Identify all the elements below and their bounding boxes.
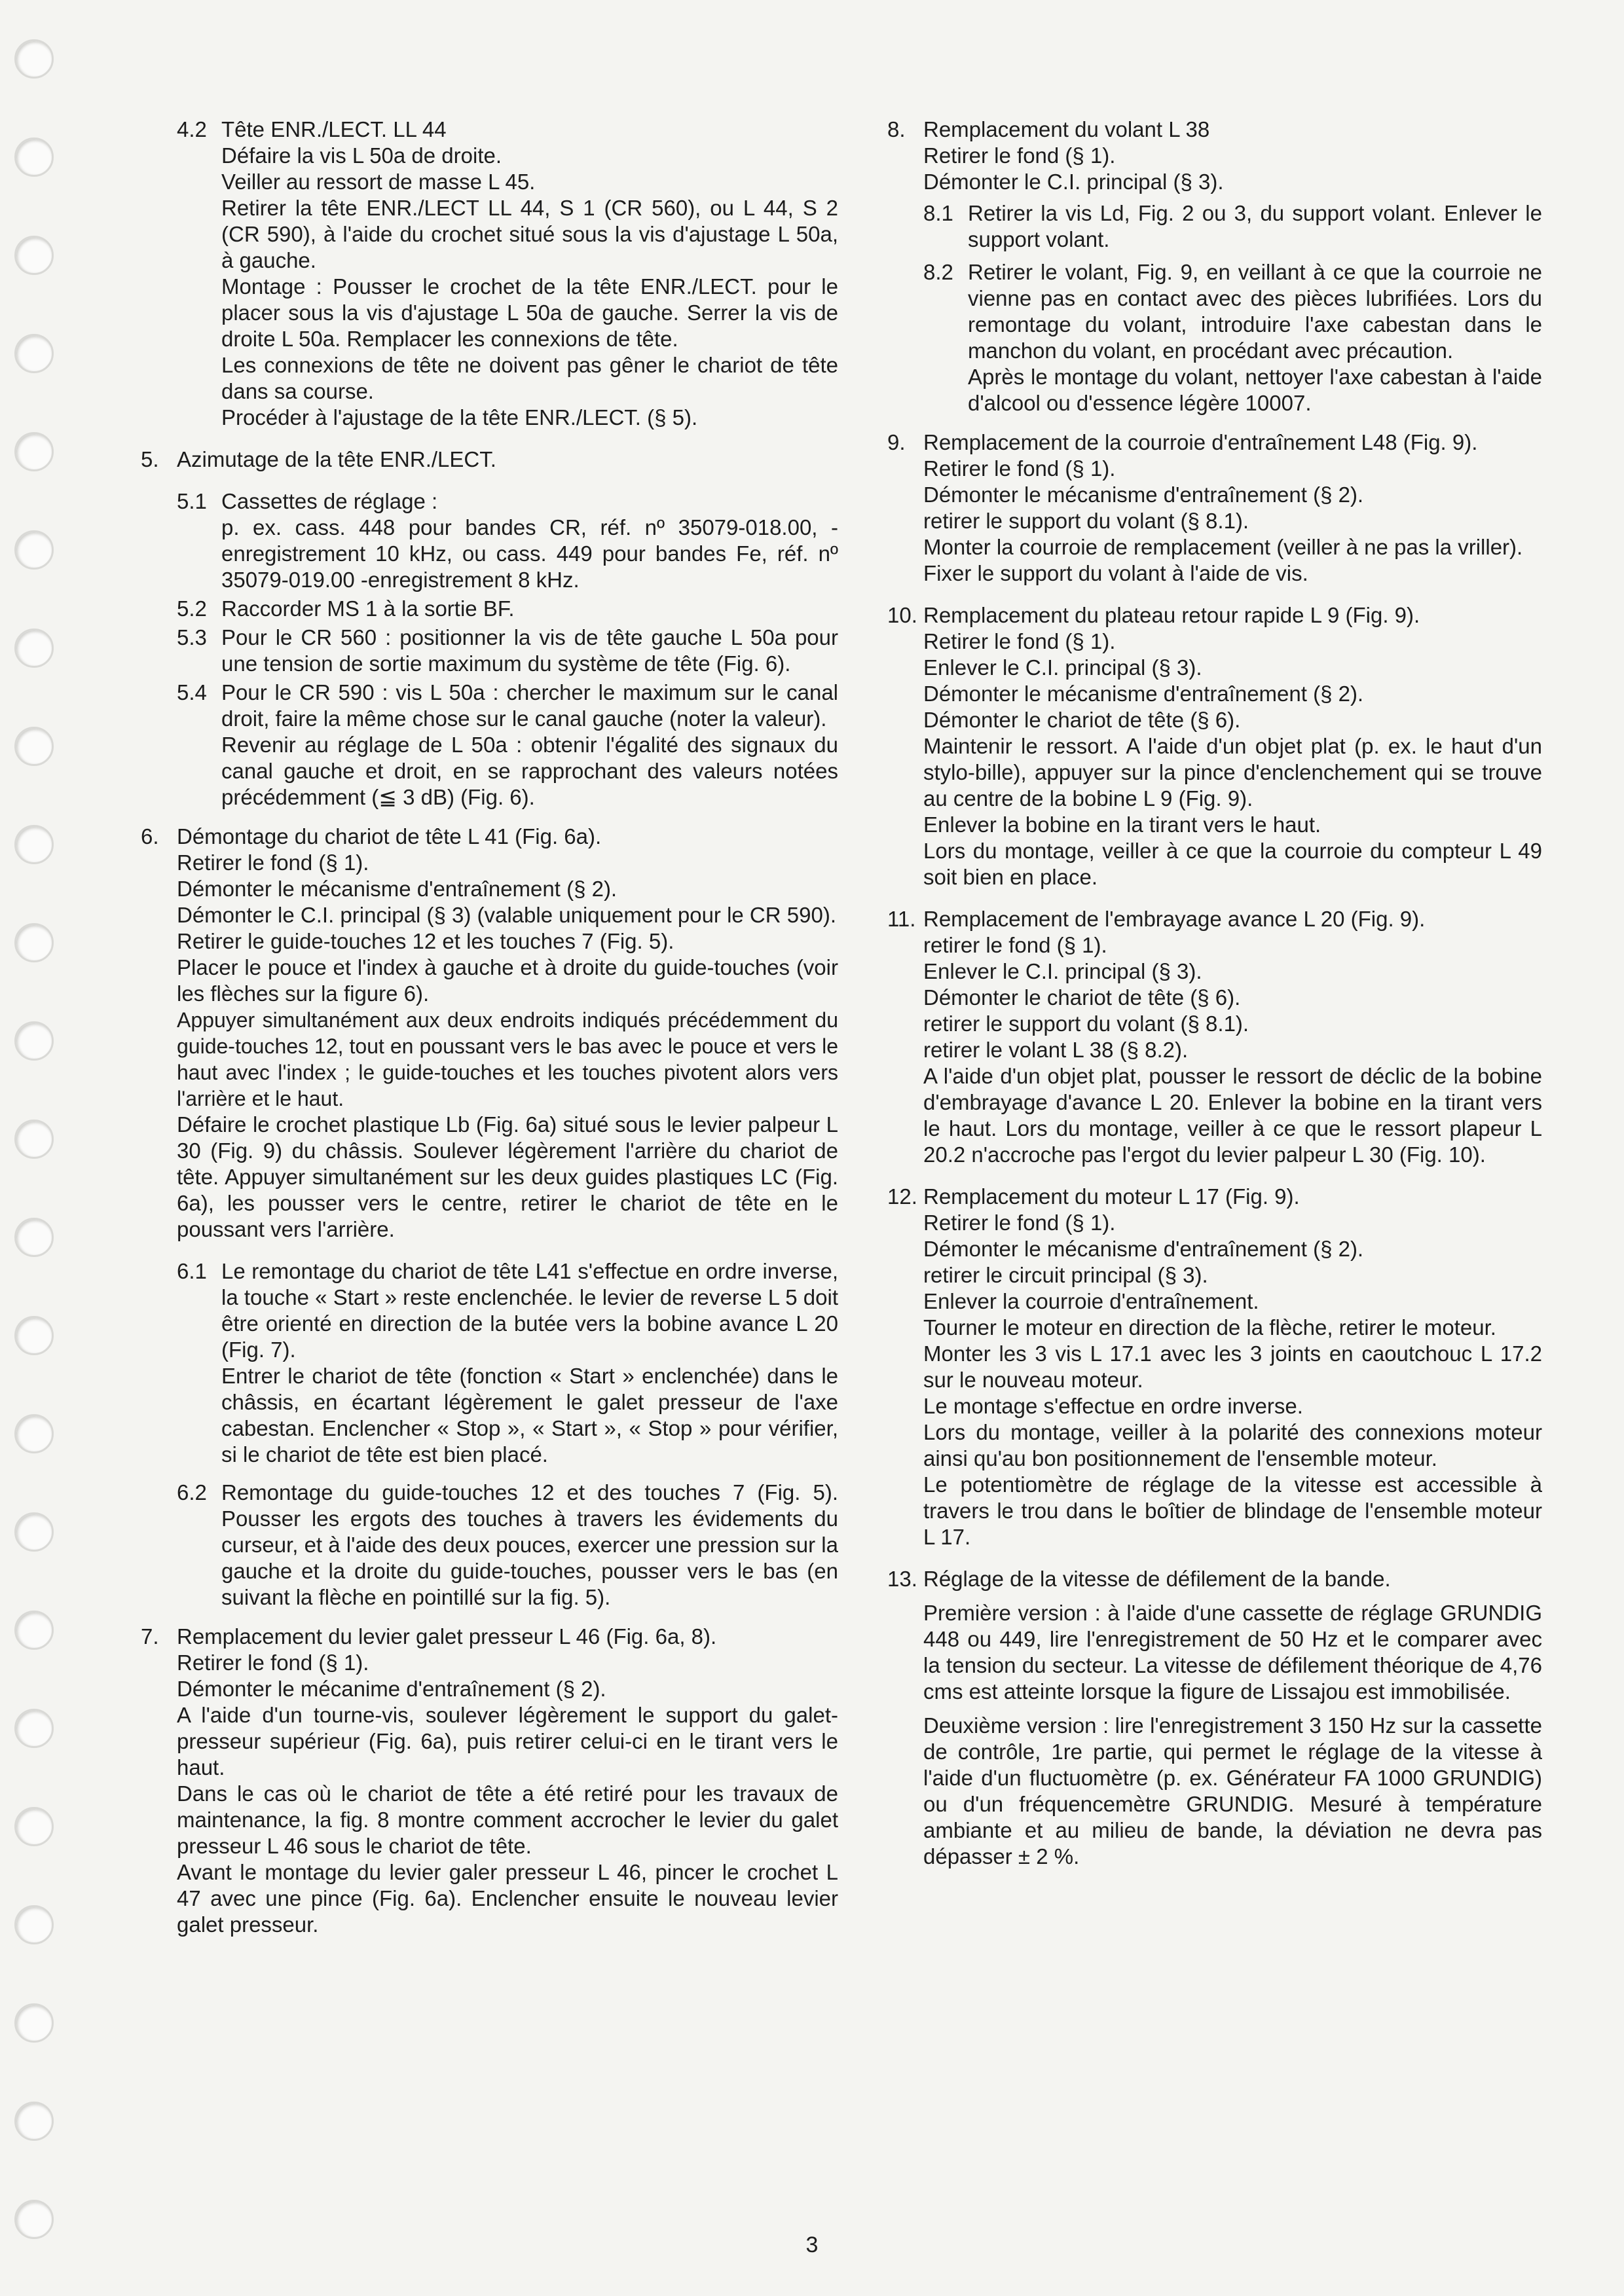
paragraph: Monter la courroie de remplacement (veiller à ne pas la vriller). — [923, 535, 1523, 559]
binder-hole — [14, 1709, 54, 1748]
paragraph: Démonter le chariot de tête (§ 6). — [923, 985, 1241, 1010]
binder-hole — [14, 1807, 54, 1846]
paragraph: Enlever la bobine en la tirant vers le haut. — [923, 812, 1321, 837]
section-5-4 — [177, 680, 838, 811]
binder-hole — [14, 1512, 54, 1552]
paragraph: retirer le support du volant (§ 8.1). — [923, 1011, 1249, 1036]
section-number: 6.1 — [177, 1259, 207, 1283]
paragraph: Enlever la courroie d'entraînement. — [923, 1289, 1259, 1313]
paragraph: Retirer le fond (§ 1). — [923, 143, 1116, 168]
section-number: 11. — [887, 907, 916, 931]
paragraph: Retirer le guide-touches 12 et les touches 7 (Fig. 5). — [177, 929, 674, 953]
section-number: 5.2 — [177, 596, 207, 621]
section-number: 5.3 — [177, 625, 207, 649]
binder-hole — [14, 1414, 54, 1453]
paragraph: Pour le CR 560 : positionner la vis de tête gauche L 50a pour une tension de sortie maximum du système de tête (Fig. 6). — [221, 625, 838, 676]
binder-hole — [14, 727, 54, 766]
section-title: Remplacement du moteur L 17 (Fig. 9). — [923, 1184, 1300, 1209]
section-title: Tête ENR./LECT. LL 44 — [221, 117, 447, 141]
section-title: Azimutage de la tête ENR./LECT. — [177, 447, 496, 471]
section-number: 5. — [141, 447, 159, 471]
section-12 — [887, 1184, 1542, 1550]
section-6 — [141, 824, 838, 1243]
section-8 — [887, 117, 1542, 195]
left-column — [141, 117, 838, 1954]
paragraph: Défaire la vis L 50a de droite. — [221, 143, 502, 168]
page-number: 3 — [805, 2232, 819, 2257]
paragraph: Démonter le mécanime d'entraînement (§ 2). — [177, 1677, 606, 1701]
paragraph: Défaire le crochet plastique Lb (Fig. 6a) situé sous le levier palpeur L 30 (Fig. 9) du châssis. Soulever légèrement l'arrière du chariot de tête. Appuyer simultanément sur les deux guides plastiques LC (Fig. 6a), les pousser vers le centre, retirer le chariot de tête en le poussant vers l'arrière. — [177, 1112, 838, 1241]
right-column — [887, 117, 1542, 1886]
section-number: 5.1 — [177, 489, 207, 513]
paragraph: Fixer le support du volant à l'aide de vis. — [923, 561, 1308, 585]
section-title: Remplacement du plateau retour rapide L 9 (Fig. 9). — [923, 603, 1420, 627]
section-number: 8. — [887, 117, 906, 141]
paragraph: Dans le cas où le chariot de tête a été retiré pour les travaux de maintenance, la fig. 8 montre comment accrocher le levier du galet presseur L 46 sous le chariot de tête. — [177, 1781, 838, 1858]
binder-hole — [14, 1218, 54, 1257]
paragraph: Entrer le chariot de tête (fonction « Start » enclenchée) dans le châssis, en écartant légèrement le galet presseur de l'axe cabestan. Enclencher « Stop », « Start », « Stop » pour vérifier, si le chariot de tête est bien placé. — [221, 1364, 838, 1467]
paragraph: A l'aide d'un tourne-vis, soulever légèrement le support du galet-presseur supérieur (Fig. 6a), puis retirer celui-ci en le tirant vers le haut. — [177, 1703, 838, 1779]
section-title: Remplacement du volant L 38 — [923, 117, 1210, 141]
paragraph: Retirer le fond (§ 1). — [923, 1211, 1116, 1235]
section-5-3 — [177, 625, 838, 677]
section-5 — [141, 446, 838, 473]
binder-holes — [14, 26, 60, 2265]
paragraph: Maintenir le ressort. A l'aide d'un objet plat (p. ex. le haut d'un stylo-bille), appuyer sur la pince d'enclenchement qui se trouve au centre de la bobine L 9 (Fig. 9). — [923, 734, 1542, 811]
binder-hole — [14, 825, 54, 864]
paragraph: Retirer le fond (§ 1). — [177, 1650, 369, 1675]
section-number: 5.4 — [177, 680, 207, 704]
section-title: Cassettes de réglage : — [221, 489, 438, 513]
paragraph: Lors du montage, veiller à la polarité des connexions moteur ainsi qu'au bon positionnement de l'ensemble moteur. — [923, 1420, 1542, 1470]
section-number: 10. — [887, 603, 917, 627]
paragraph: retirer le circuit principal (§ 3). — [923, 1263, 1208, 1287]
section-number: 6.2 — [177, 1480, 207, 1504]
section-number: 9. — [887, 430, 906, 454]
binder-hole — [14, 236, 54, 275]
paragraph: Monter les 3 vis L 17.1 avec les 3 joints en caoutchouc L 17.2 sur le nouveau moteur. — [923, 1341, 1542, 1392]
binder-hole — [14, 1021, 54, 1061]
section-title: Remplacement du levier galet presseur L 46 (Fig. 6a, 8). — [177, 1624, 717, 1649]
paragraph: Placer le pouce et l'index à gauche et à droite du guide-touches (voir les flèches sur la figure 6). — [177, 955, 838, 1006]
binder-hole — [14, 334, 54, 373]
paragraph: Veiller au ressort de masse L 45. — [221, 170, 536, 194]
binder-hole — [14, 1316, 54, 1355]
paragraph: p. ex. cass. 448 pour bandes CR, réf. nº 35079-018.00, -enregistrement 10 kHz, ou cass. 449 pour bandes Fe, réf. nº 35079-019.00 -enregistrement 8 kHz. — [221, 515, 838, 592]
paragraph: Démonter le mécanisme d'entraînement (§ 2). — [923, 682, 1364, 706]
paragraph: Lors du montage, veiller à ce que la courroie du compteur L 49 soit bien en place. — [923, 839, 1542, 889]
paragraph: Première version : à l'aide d'une cassette de réglage GRUNDIG 448 ou 449, lire l'enregistrement de 50 Hz et le comparer avec la tension du secteur. La vitesse de défilement théorique de 4,76 cms est atteinte lorsque la figure de Lissajou est immobilisée. — [923, 1601, 1542, 1704]
section-number: 7. — [141, 1624, 159, 1649]
section-11 — [887, 906, 1542, 1168]
section-6-2 — [177, 1480, 838, 1611]
section-number: 4.2 — [177, 117, 207, 141]
binder-hole — [14, 1611, 54, 1650]
paragraph: Retirer le fond (§ 1). — [923, 629, 1116, 653]
paragraph: Démonter le chariot de tête (§ 6). — [923, 708, 1241, 732]
paragraph: Procéder à l'ajustage de la tête ENR./LECT. (§ 5). — [221, 405, 698, 429]
paragraph: Tourner le moteur en direction de la flèche, retirer le moteur. — [923, 1315, 1496, 1339]
section-13 — [887, 1566, 1542, 1870]
section-number: 6. — [141, 824, 159, 848]
paragraph: Les connexions de tête ne doivent pas gêner le chariot de tête dans sa course. — [221, 353, 838, 403]
paragraph: Démonter le C.I. principal (§ 3) (valable uniquement pour le CR 590). — [177, 903, 836, 927]
paragraph: Pour le CR 590 : vis L 50a : chercher le maximum sur le canal droit, faire la même chose sur le canal gauche (noter la valeur). — [221, 680, 838, 731]
section-8-1 — [923, 200, 1542, 253]
paragraph: Appuyer simultanément aux deux endroits indiqués précédemment du guide-touches 12, tout en poussant vers le bas avec le pouce et vers le haut avec l'index ; le guide-touches et les touches pivotent alors vers l'arrière et le haut. — [177, 1008, 838, 1110]
paragraph: Le remontage du chariot de tête L41 s'effectue en ordre inverse, la touche « Start » reste enclenchée. le levier de reverse L 5 doit être orienté en direction de la butée vers la bobine avance L 20 (Fig. 7). — [221, 1259, 838, 1362]
paragraph: Retirer le fond (§ 1). — [923, 456, 1116, 481]
paragraph: Retirer le volant, Fig. 9, en veillant à ce que la courroie ne vienne pas en contact avec des pièces lubrifiées. Lors du remontage du volant, introduire l'axe cabestan dans le manchon du volant, en procédant avec précaution. — [968, 260, 1542, 363]
paragraph: Revenir au réglage de L 50a : obtenir l'égalité des signaux du canal gauche et droit, en se rapprochant des valeurs notées précédemment (≦ 3 dB) (Fig. 6). — [221, 733, 838, 809]
binder-hole — [14, 137, 54, 177]
section-number: 13. — [887, 1567, 917, 1591]
section-title: Réglage de la vitesse de défilement de la bande. — [923, 1567, 1391, 1591]
paragraph: Retirer le fond (§ 1). — [177, 850, 369, 875]
paragraph: retirer le volant L 38 (§ 8.2). — [923, 1038, 1189, 1062]
paragraph: Avant le montage du levier galer presseur L 46, pincer le crochet L 47 avec une pince (Fig. 6a). Enclencher ensuite le nouveau levier galet presseur. — [177, 1860, 838, 1937]
section-4-2 — [177, 117, 838, 431]
paragraph: Retirer la tête ENR./LECT LL 44, S 1 (CR 560), ou L 44, S 2 (CR 590), à l'aide du crochet situé sous la vis d'ajustage L 50a, à gauche. — [221, 196, 838, 272]
paragraph: Le montage s'effectue en ordre inverse. — [923, 1394, 1303, 1418]
binder-hole — [14, 1905, 54, 1944]
paragraph: Démonter le mécanisme d'entraînement (§ 2). — [177, 877, 618, 901]
section-9 — [887, 429, 1542, 587]
paragraph: Après le montage du volant, nettoyer l'axe cabestan à l'aide d'alcool ou d'essence légère 10007. — [968, 365, 1542, 415]
paragraph: Enlever le C.I. principal (§ 3). — [923, 959, 1202, 983]
binder-hole — [14, 432, 54, 471]
binder-hole — [14, 2003, 54, 2043]
section-7 — [141, 1624, 838, 1938]
paragraph: Démonter le mécanisme d'entraînement (§ 2). — [923, 1237, 1364, 1261]
binder-hole — [14, 629, 54, 668]
paragraph: Démonter le mécanisme d'entraînement (§ 2). — [923, 483, 1364, 507]
paragraph: Enlever le C.I. principal (§ 3). — [923, 655, 1202, 680]
section-10 — [887, 602, 1542, 890]
section-number: 8.2 — [923, 260, 953, 284]
paragraph: retirer le support du volant (§ 8.1). — [923, 509, 1249, 533]
paragraph: Deuxième version : lire l'enregistrement 3 150 Hz sur la cassette de contrôle, 1re partie, qui permet le réglage de la vitesse à l'aide d'un fluctuomètre (p. ex. Générateur FA 1000 GRUNDIG) ou d'un fréquencemètre GRUNDIG. Mesuré à température ambiante et au milieu de bande, la déviation ne devra pas dépasser ± 2 %. — [923, 1713, 1542, 1868]
binder-hole — [14, 39, 54, 79]
binder-hole — [14, 1120, 54, 1159]
paragraph: retirer le fond (§ 1). — [923, 933, 1107, 957]
section-5-2 — [177, 596, 838, 622]
paragraph: Démonter le C.I. principal (§ 3). — [923, 170, 1224, 194]
paragraph: Remontage du guide-touches 12 et des touches 7 (Fig. 5). Pousser les ergots des touches à travers les évidements du curseur, et à l'aide des deux pouces, exercer une pression sur la gauche et la droite du guide-touches, pousser vers le bas (en suivant la flèche en pointillé sur la fig. 5). — [221, 1480, 838, 1609]
section-title: Remplacement de l'embrayage avance L 20 (Fig. 9). — [923, 907, 1426, 931]
section-title: Remplacement de la courroie d'entraînement L48 (Fig. 9). — [923, 430, 1478, 454]
section-number: 12. — [887, 1184, 917, 1209]
binder-hole — [14, 530, 54, 570]
section-8-2 — [923, 259, 1542, 416]
section-6-1 — [177, 1258, 838, 1468]
section-title: Démontage du chariot de tête L 41 (Fig. 6a). — [177, 824, 602, 848]
paragraph: A l'aide d'un objet plat, pousser le ressort de déclic de la bobine d'embrayage d'avance L 20. Enlever la bobine en la tirant vers le haut. Lors du montage, veiller à ce que le ressort plapeur L 20.2 n'accroche pas l'ergot du levier palpeur L 30 (Fig. 10). — [923, 1064, 1542, 1167]
binder-hole — [14, 2102, 54, 2141]
paragraph: Le potentiomètre de réglage de la vitesse est accessible à travers le trou dans le boîtier de blindage de l'ensemble moteur L 17. — [923, 1472, 1542, 1549]
paragraph: Raccorder MS 1 à la sortie BF. — [221, 596, 515, 621]
paragraph: Retirer la vis Ld, Fig. 2 ou 3, du support volant. Enlever le support volant. — [968, 201, 1542, 251]
binder-hole — [14, 923, 54, 962]
section-5-1 — [177, 488, 838, 593]
paragraph: Montage : Pousser le crochet de la tête ENR./LECT. pour le placer sous la vis d'ajustage L 50a de gauche. Serrer la vis de droite L 50a. Remplacer les connexions de tête. — [221, 274, 838, 351]
section-number: 8.1 — [923, 201, 953, 225]
